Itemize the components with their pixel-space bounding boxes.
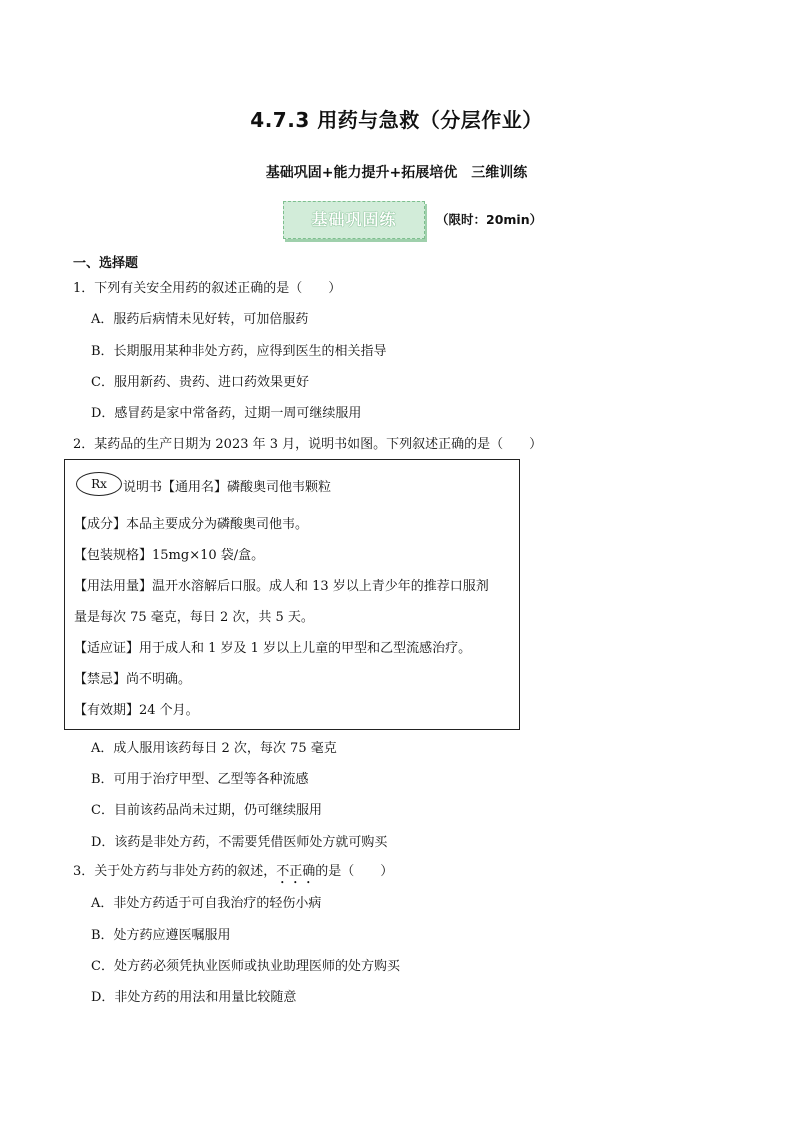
question-3-stem-post: 的是（ ） [315, 864, 394, 879]
time-limit-note: （限时：20min） [436, 212, 543, 227]
question-3-option-a: A．非处方药适于可自我治疗的轻伤小病 [91, 896, 322, 911]
question-3-stem [73, 860, 393, 887]
leaflet-line: 【包装规格】15mg×10 袋/盒。 [74, 548, 265, 563]
rx-symbol: Rx [76, 472, 122, 496]
question-3-stem-pre: 3．关于处方药与非处方药的叙述， [73, 864, 277, 879]
question-2-option-c: C．目前该药品尚未过期，仍可继续服用 [91, 803, 322, 818]
medicine-leaflet [64, 459, 520, 730]
section-heading: 一、选择题 [73, 256, 139, 271]
level-badge [283, 201, 425, 239]
question-3-emphasis: 不正确 [276, 864, 316, 879]
question-1-option-a: A．服药后病情未见好转，可加倍服药 [91, 312, 309, 327]
question-2-option-a: A．成人服用该药每日 2 次，每次 75 毫克 [91, 741, 337, 756]
leaflet-line: 【禁忌】尚不明确。 [74, 672, 192, 687]
leaflet-line: 【适应证】用于成人和 1 岁及 1 岁以上儿童的甲型和乙型流感治疗。 [74, 641, 472, 656]
question-2-option-b: B．可用于治疗甲型、乙型等各种流感 [91, 772, 309, 787]
question-2-stem: 2．某药品的生产日期为 2023 年 3 月，说明书如图。下列叙述正确的是（ ） [73, 437, 543, 452]
question-1-option-b: B．长期服用某种非处方药，应得到医生的相关指导 [91, 344, 387, 359]
question-1-option-c: C．服用新药、贵药、进口药效果更好 [91, 375, 309, 390]
question-3-option-b: B．处方药应遵医嘱服用 [91, 928, 231, 943]
question-2-option-d: D．该药是非处方药，不需要凭借医师处方就可购买 [91, 835, 388, 850]
question-1-option-d: D．感冒药是家中常备药，过期一周可继续服用 [91, 406, 362, 421]
level-badge-label: 基础巩固练 [311, 210, 397, 229]
question-3-option-c: C．处方药必须凭执业医师或执业助理医师的处方购买 [91, 959, 400, 974]
leaflet-line: 说明书【通用名】磷酸奥司他韦颗粒 [123, 480, 332, 495]
leaflet-line: 【成分】本品主要成分为磷酸奥司他韦。 [74, 517, 309, 532]
leaflet-line: 量是每次 75 毫克，每日 2 次，共 5 天。 [74, 610, 314, 625]
leaflet-line: 【用法用量】温开水溶解后口服。成人和 13 岁以上青少年的推荐口服剂 [74, 579, 489, 594]
leaflet-line: 【有效期】24 个月。 [74, 703, 199, 718]
page-subtitle: 基础巩固+能力提升+拓展培优 三维训练 [265, 165, 528, 181]
page-title: 4.7.3 用药与急救（分层作业） [250, 108, 543, 132]
question-1-stem: 1．下列有关安全用药的叙述正确的是（ ） [73, 281, 342, 296]
question-3-option-d: D．非处方药的用法和用量比较随意 [91, 990, 297, 1005]
